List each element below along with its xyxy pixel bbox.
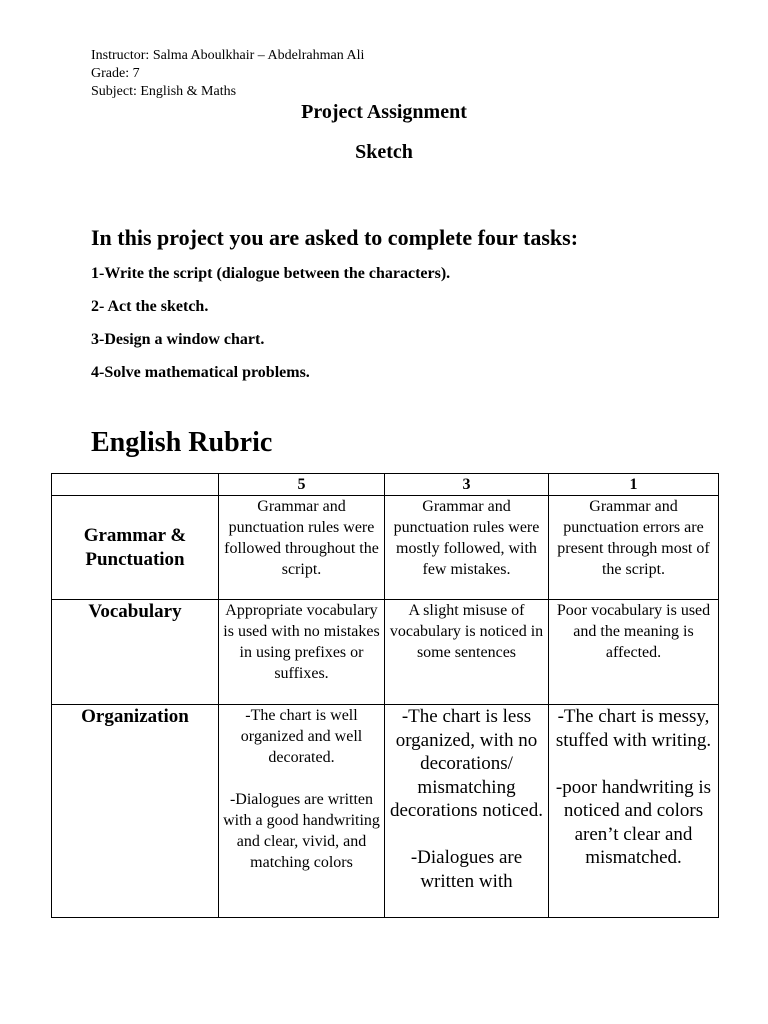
- rubric-cell: Grammar and punctuation rules were mostly followed, with few mistakes.: [385, 496, 549, 600]
- document-subtitle: Sketch: [355, 141, 413, 163]
- rubric-cell: A slight misuse of vocabulary is noticed in some sentences: [385, 600, 549, 705]
- score-header: 3: [385, 474, 549, 496]
- subject-line: Subject: English & Maths: [91, 84, 237, 99]
- score-header: 5: [219, 474, 385, 496]
- rubric-cell: Grammar and punctuation errors are present through most of the script.: [549, 496, 719, 600]
- task-item: 2- Act the sketch.: [91, 298, 209, 315]
- rubric-row: [52, 496, 719, 600]
- intro-heading: In this project you are asked to complete four tasks:: [91, 225, 579, 250]
- criterion-cell: Vocabulary: [52, 600, 219, 705]
- document-title: Project Assignment: [301, 101, 467, 123]
- task-item: 4-Solve mathematical problems.: [91, 364, 310, 381]
- rubric-cell: -The chart is messy, stuffed with writing. -poor handwriting is noticed and colors aren’t clear and mismatched.: [549, 705, 719, 918]
- rubric-cell: -The chart is well organized and well decorated. -Dialogues are written with a good handwriting and clear, vivid, and matching colors: [219, 705, 385, 918]
- rubric-title: English Rubric: [91, 427, 273, 458]
- rubric-header-row: [52, 474, 719, 496]
- instructor-line: Instructor: Salma Aboulkhair – Abdelrahman Ali: [91, 48, 365, 63]
- task-item: 1-Write the script (dialogue between the characters).: [91, 265, 451, 282]
- rubric-cell: -The chart is less organized, with no decorations/ mismatching decorations noticed. -Dialogues are written with: [385, 705, 549, 918]
- score-header: 1: [549, 474, 719, 496]
- rubric-row: [52, 600, 719, 705]
- rubric-row: [52, 705, 719, 918]
- rubric-cell: Appropriate vocabulary is used with no mistakes in using prefixes or suffixes.: [219, 600, 385, 705]
- rubric-cell: Grammar and punctuation rules were followed throughout the script.: [219, 496, 385, 600]
- criterion-cell: Organization: [52, 705, 219, 918]
- rubric-corner-cell: [52, 474, 219, 496]
- task-item: 3-Design a window chart.: [91, 331, 265, 348]
- criterion-cell: Grammar & Punctuation: [52, 496, 219, 600]
- grade-line: Grade: 7: [91, 66, 140, 81]
- rubric-cell: Poor vocabulary is used and the meaning is affected.: [549, 600, 719, 705]
- document-header: [91, 47, 364, 101]
- rubric-table: [51, 473, 719, 918]
- task-list: [91, 264, 450, 396]
